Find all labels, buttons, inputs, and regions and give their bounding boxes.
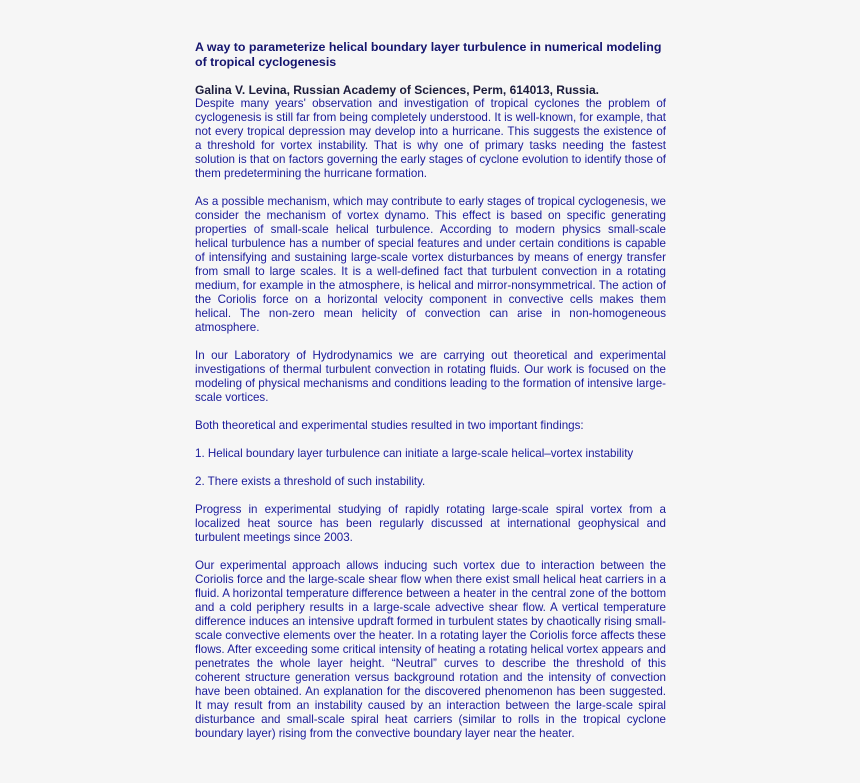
author-affiliation: Galina V. Levina, Russian Academy of Sciences, Perm, 614013, Russia. xyxy=(195,83,599,97)
document-title: A way to parameterize helical boundary layer turbulence in numerical modeling of tropical cyclogenesis xyxy=(195,40,662,69)
finding-2: 2. There exists a threshold of such instability. xyxy=(195,475,426,488)
document-page xyxy=(195,40,666,755)
paragraph-intro: Despite many years' observation and investigation of tropical cyclones the problem of cyclogenesis is still far from being completely understood. It is well-known, for example, that not every tropical depression may develop into a hurricane. This suggests the existence of a threshold for vortex instability. That is why one of primary tasks needing the fastest solution is that on factors governing the early stages of cyclone evolution to identify those of them predetermining the hurricane formation. xyxy=(195,97,666,180)
paragraph-mechanism: As a possible mechanism, which may contribute to early stages of tropical cyclogenesis, we consider the mechanism of vortex dynamo. This effect is based on specific generating properties of small-scale helical turbulence. According to modern physics small-scale helical turbulence has a number of special features and under certain conditions is capable of intensifying and sustaining large-scale vortex disturbances by means of energy transfer from small to large scales. It is a well-defined fact that turbulent convection in a rotating medium, for example in the atmosphere, is helical and mirror-nonsymmetrical. The action of the Coriolis force on a horizontal velocity component in convective cells makes them helical. The non-zero mean helicity of convection can arise in non-homogeneous atmosphere. xyxy=(195,195,666,334)
paragraph-experimental-approach: Our experimental approach allows inducing such vortex due to interaction between the Coriolis force and the large-scale shear flow when there exist small helical heat carriers in a fluid. A horizontal temperature difference between a heater in the central zone of the bottom and a cold periphery results in a large-scale advective shear flow. A vertical temperature difference induces an intensive updraft formed in turbulent states by chaotically rising small-scale convective elements over the heater. In a rotating layer the Coriolis force affects these flows. After exceeding some critical intensity of heating a rotating helical vortex appears and penetrates the whole layer height. “Neutral” curves to describe the threshold of this coherent structure generation versus background rotation and the intensity of convection have been obtained. An explanation for the discovered phenomenon has been suggested. It may result from an instability caused by an interaction between the large-scale spiral disturbance and small-scale spiral heat carriers (similar to rolls in the tropical cyclone boundary layer) rising from the convective boundary layer near the heater. xyxy=(195,559,666,740)
paragraph-progress: Progress in experimental studying of rapidly rotating large-scale spiral vortex from a localized heat source has been regularly discussed at international geophysical and turbulent meetings since 2003. xyxy=(195,503,666,544)
paragraph-laboratory: In our Laboratory of Hydrodynamics we are carrying out theoretical and experimental investigations of thermal turbulent convection in rotating fluids. Our work is focused on the modeling of physical mechanisms and conditions leading to the formation of intensive large-scale vortices. xyxy=(195,349,666,404)
finding-1: 1. Helical boundary layer turbulence can initiate a large-scale helical–vortex instability xyxy=(195,447,634,460)
paragraph-findings-intro: Both theoretical and experimental studies resulted in two important findings: xyxy=(195,419,584,432)
